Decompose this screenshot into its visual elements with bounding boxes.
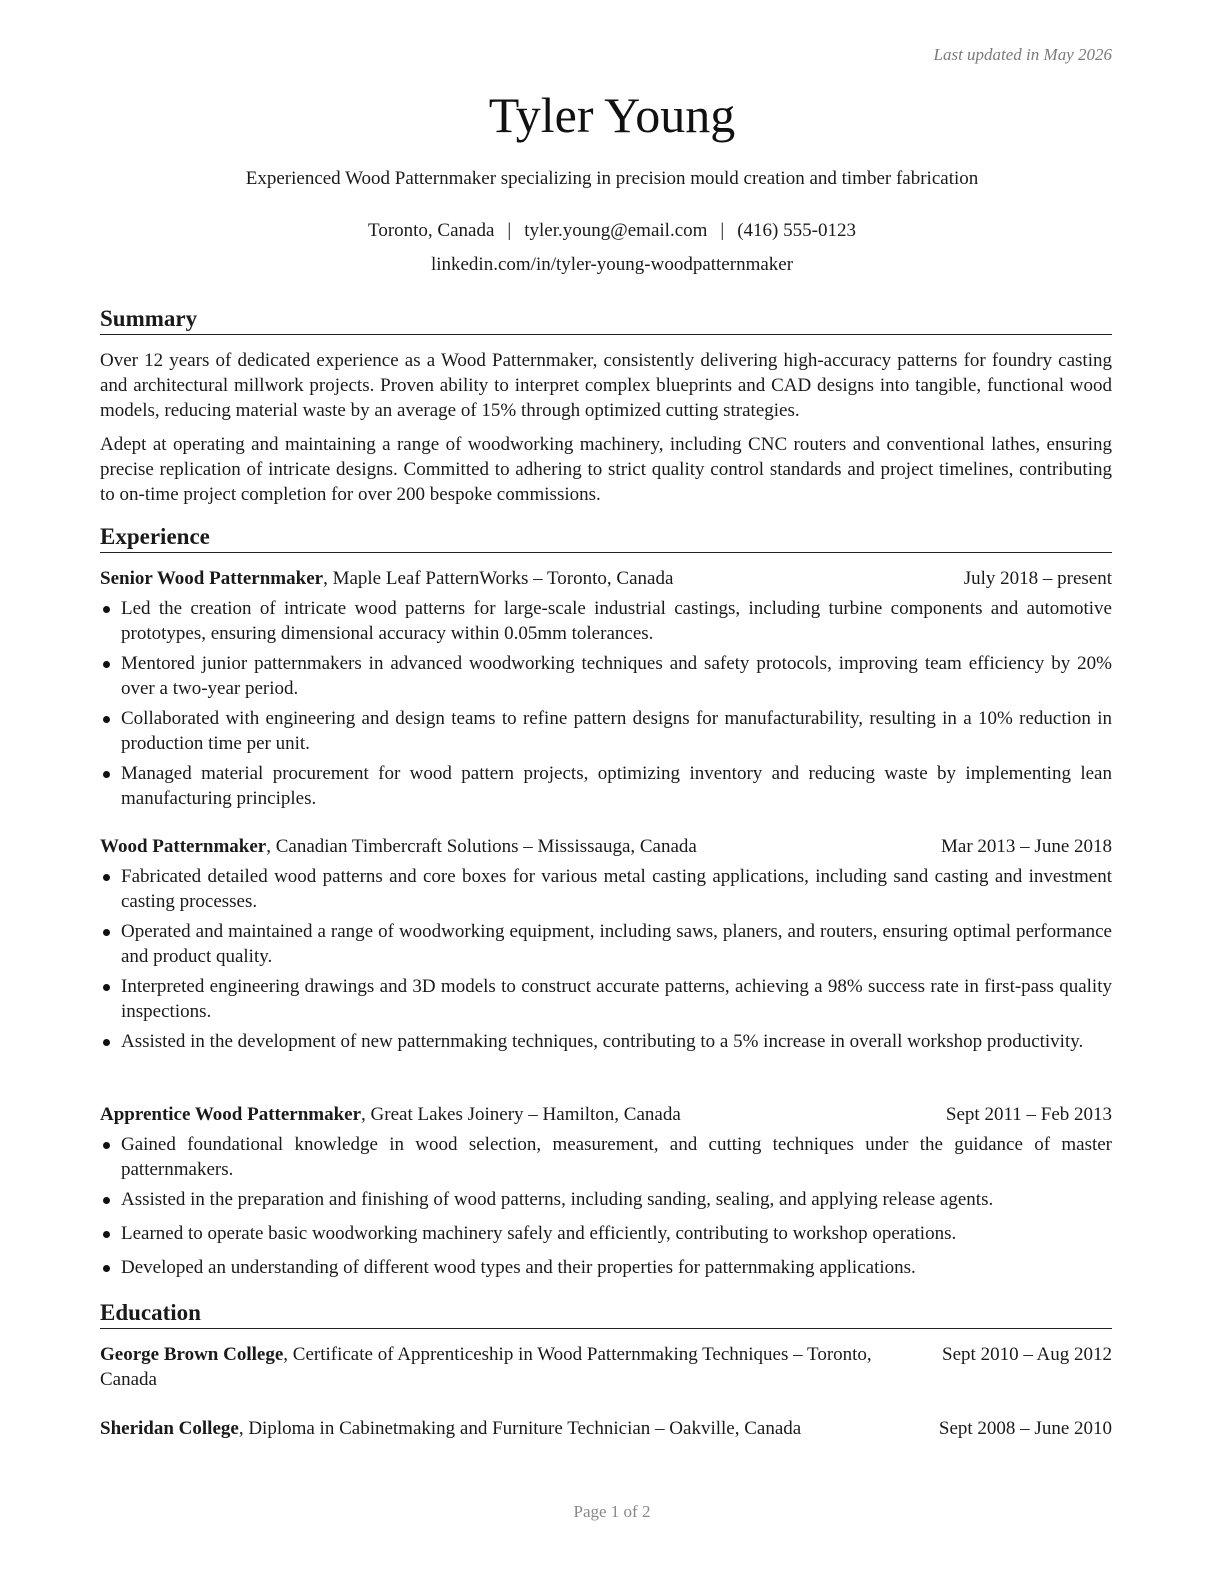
- candidate-name: Tyler Young: [488, 87, 736, 143]
- list-item: Assisted in the development of new patternmaking techniques, contributing to a 5% increase in overall workshop productivity.: [100, 1029, 1112, 1054]
- education-dates: Sept 2010 – Aug 2012: [942, 1344, 1112, 1365]
- summary-paragraph: Over 12 years of dedicated experience as a Wood Patternmaker, consistently delivering high-accuracy patterns for foundry casting and architectural millwork projects. Proven ability to interpret complex blueprints and CAD designs into tangible, functional wood models, reducing material waste by an average of 15% through optimized cutting strategies.: [100, 350, 1112, 421]
- program: , Certificate of Apprenticeship in Wood Patternmaking Techniques – Toronto, Canada: [100, 1344, 872, 1390]
- job-bullets: [100, 596, 1112, 816]
- separator: |: [507, 220, 512, 241]
- job-header: [100, 834, 1112, 859]
- job-title-line: [100, 834, 697, 859]
- list-item: Managed material procurement for wood pattern projects, optimizing inventory and reducing waste by implementing lean manufacturing principles.: [100, 761, 1112, 811]
- last-updated: Last updated in May 2026: [933, 45, 1112, 64]
- location: Toronto, Canada: [368, 220, 495, 241]
- program: , Diploma in Cabinetmaking and Furniture Technician – Oakville, Canada: [238, 1418, 802, 1439]
- experience-heading: Experience: [100, 523, 1112, 553]
- job-role: Apprentice Wood Patternmaker: [100, 1104, 362, 1125]
- job-role: Senior Wood Patternmaker: [100, 568, 324, 589]
- list-item: Interpreted engineering drawings and 3D models to construct accurate patterns, achieving a 98% success rate in first-pass quality inspections.: [100, 974, 1112, 1024]
- education-heading: Education: [100, 1299, 1112, 1329]
- job-bullets: [100, 864, 1112, 1059]
- phone: (416) 555-0123: [737, 220, 856, 241]
- school-name: George Brown College: [100, 1344, 284, 1365]
- job-org: , Canadian Timbercraft Solutions – Mississauga, Canada: [266, 836, 697, 857]
- job-title-line: [100, 1102, 681, 1127]
- education-entry: [100, 1342, 1112, 1392]
- job-role: Wood Patternmaker: [100, 836, 267, 857]
- summary-heading: Summary: [100, 305, 1112, 335]
- tagline: Experienced Wood Patternmaker specializing in precision mould creation and timber fabrication: [245, 168, 979, 189]
- job-org: , Great Lakes Joinery – Hamilton, Canada: [361, 1104, 681, 1125]
- list-item: Collaborated with engineering and design teams to refine pattern designs for manufacturability, resulting in a 10% reduction in production time per unit.: [100, 706, 1112, 756]
- page-number: Page 1 of 2: [573, 1502, 651, 1521]
- list-item: Gained foundational knowledge in wood selection, measurement, and cutting techniques under the guidance of master patternmakers.: [100, 1132, 1112, 1182]
- list-item: Assisted in the preparation and finishing of wood patterns, including sanding, sealing, and applying release agents.: [100, 1187, 1112, 1212]
- job-header: [100, 566, 1112, 591]
- list-item: Learned to operate basic woodworking machinery safely and efficiently, contributing to workshop operations.: [100, 1221, 1112, 1246]
- separator: |: [720, 220, 725, 241]
- job-bullets: [100, 1132, 1112, 1285]
- list-item: Mentored junior patternmakers in advanced woodworking techniques and safety protocols, improving team efficiency by 20% over a two-year period.: [100, 651, 1112, 701]
- linkedin-link[interactable]: linkedin.com/in/tyler-young-woodpatternmaker: [430, 254, 794, 275]
- list-item: Developed an understanding of different wood types and their properties for patternmaking applications.: [100, 1255, 1112, 1280]
- list-item: Led the creation of intricate wood patterns for large-scale industrial castings, including turbine components and automotive prototypes, ensuring dimensional accuracy within 0.05mm tolerances.: [100, 596, 1112, 646]
- job-dates: Mar 2013 – June 2018: [941, 836, 1112, 857]
- education-detail-line: [100, 1416, 890, 1441]
- education-detail-line: [100, 1342, 890, 1392]
- job-dates: July 2018 – present: [963, 568, 1112, 589]
- school-name: Sheridan College: [100, 1418, 239, 1439]
- list-item: Fabricated detailed wood patterns and core boxes for various metal casting applications, including sand casting and investment casting processes.: [100, 864, 1112, 914]
- contact-line: [0, 220, 1224, 242]
- job-org: , Maple Leaf PatternWorks – Toronto, Canada: [323, 568, 674, 589]
- education-dates: Sept 2008 – June 2010: [938, 1418, 1112, 1439]
- summary-paragraph: Adept at operating and maintaining a range of woodworking machinery, including CNC routers and conventional lathes, ensuring precise replication of intricate designs. Committed to adhering to strict quality control standards and project timelines, contributing to on-time project completion for over 200 bespoke commissions.: [100, 434, 1112, 505]
- list-item: Operated and maintained a range of woodworking equipment, including saws, planers, and routers, ensuring optimal performance and product quality.: [100, 919, 1112, 969]
- job-header: [100, 1102, 1112, 1127]
- job-dates: Sept 2011 – Feb 2013: [945, 1104, 1112, 1125]
- job-title-line: [100, 566, 673, 591]
- email-link[interactable]: tyler.young@email.com: [524, 220, 708, 241]
- education-entry: [100, 1416, 1112, 1441]
